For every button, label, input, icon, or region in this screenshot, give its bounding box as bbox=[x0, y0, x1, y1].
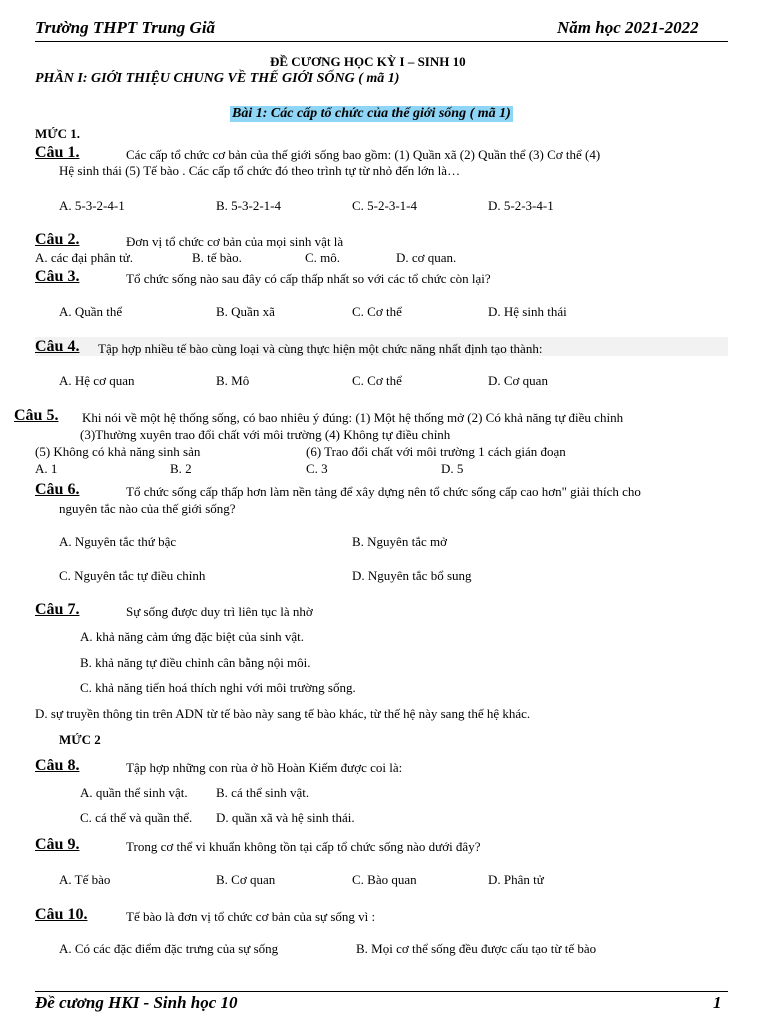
footer-title: Đề cương HKI - Sinh học 10 bbox=[35, 993, 238, 1012]
q5-option-d: D. 5 bbox=[441, 461, 464, 476]
q8-label: Câu 8. bbox=[35, 757, 80, 774]
q7-text: Sự sống được duy trì liên tục là nhờ bbox=[126, 604, 313, 619]
level-1-heading: MỨC 1. bbox=[35, 126, 81, 141]
q3-label: Câu 3. bbox=[35, 268, 80, 285]
q5-text-line1: Khi nói về một hệ thống sống, có bao nhiêu ý đúng: (1) Một hệ thống mở (2) Có khả năng tự điều chỉnh bbox=[82, 410, 624, 425]
school-year: Năm học 2021-2022 bbox=[557, 18, 699, 37]
q8-option-b: B. cá thể sinh vật. bbox=[216, 785, 310, 800]
q6-option-a: A. Nguyên tắc thứ bậc bbox=[59, 534, 177, 549]
q10-option-a: A. Có các đặc điểm đặc trưng của sự sống bbox=[59, 941, 279, 956]
q1-option-b: B. 5-3-2-1-4 bbox=[216, 198, 281, 213]
footer-rule bbox=[35, 991, 728, 992]
q5-statement-5: (5) Không có khả năng sinh sản bbox=[35, 444, 201, 459]
q8-option-a: A. quần thể sinh vật. bbox=[80, 785, 188, 800]
q9-option-a: A. Tế bào bbox=[59, 872, 111, 887]
lesson-heading: Bài 1: Các cấp tổ chức của thế giới sống ( mã 1) bbox=[232, 106, 511, 121]
q2-label: Câu 2. bbox=[35, 231, 80, 248]
q9-option-b: B. Cơ quan bbox=[216, 872, 276, 887]
q5-text-line2: (3)Thường xuyên trao đổi chất với môi trường (4) Không tự điều chỉnh bbox=[80, 427, 451, 442]
q7-option-b: B. khả năng tự điều chỉnh cân bằng nội môi. bbox=[80, 655, 311, 670]
q6-option-d: D. Nguyên tắc bổ sung bbox=[352, 568, 472, 583]
level-2-heading: MỨC 2 bbox=[59, 732, 101, 747]
q2-option-b: B. tế bào. bbox=[192, 250, 242, 265]
q4-option-a: A. Hệ cơ quan bbox=[59, 373, 135, 388]
q5-option-a: A. 1 bbox=[35, 461, 58, 476]
q3-option-c: C. Cơ thể bbox=[352, 304, 402, 319]
q6-option-c: C. Nguyên tắc tự điều chỉnh bbox=[59, 568, 206, 583]
q9-option-c: C. Bào quan bbox=[352, 872, 417, 887]
q6-text-line1: Tổ chức sống cấp thấp hơn làm nền tảng để xây dựng nên tổ chức sống cấp cao hơn" giải thích cho bbox=[126, 484, 641, 499]
q7-option-c: C. khả năng tiến hoá thích nghi với môi trường sống. bbox=[80, 680, 356, 695]
header-rule bbox=[35, 41, 728, 42]
q3-option-d: D. Hệ sinh thái bbox=[488, 304, 567, 319]
q2-option-d: D. cơ quan. bbox=[396, 250, 457, 265]
document-title: ĐỀ CƯƠNG HỌC KỲ I – SINH 10 bbox=[270, 54, 466, 69]
q7-option-d: D. sự truyền thông tin trên ADN từ tế bào này sang tế bào khác, từ thế hệ này sang thế hệ khác. bbox=[35, 706, 531, 721]
q4-option-c: C. Cơ thể bbox=[352, 373, 402, 388]
q2-text: Đơn vị tổ chức cơ bản của mọi sinh vật là bbox=[126, 234, 344, 249]
q7-label: Câu 7. bbox=[35, 601, 80, 618]
q9-text: Trong cơ thể vi khuẩn không tồn tại cấp tổ chức sống nào dưới đây? bbox=[126, 839, 481, 854]
page-number: 1 bbox=[713, 993, 722, 1012]
q3-option-a: A. Quần thể bbox=[59, 304, 123, 319]
q1-option-d: D. 5-2-3-4-1 bbox=[488, 198, 554, 213]
q1-label: Câu 1. bbox=[35, 144, 80, 161]
q5-option-c: C. 3 bbox=[306, 461, 328, 476]
q9-option-d: D. Phân tử bbox=[488, 872, 544, 887]
q3-option-b: B. Quần xã bbox=[216, 304, 275, 319]
q5-label: Câu 5. bbox=[14, 407, 59, 424]
q8-option-d: D. quần xã và hệ sinh thái. bbox=[216, 810, 355, 825]
q2-option-a: A. các đại phân tử. bbox=[35, 250, 134, 265]
q1-text-line2: Hệ sinh thái (5) Tế bào . Các cấp tổ chức đó theo trình tự từ nhỏ đến lớn là… bbox=[59, 163, 461, 178]
q6-label: Câu 6. bbox=[35, 481, 80, 498]
q1-option-a: A. 5-3-2-4-1 bbox=[59, 198, 125, 213]
q10-label: Câu 10. bbox=[35, 906, 88, 923]
q4-text: Tập hợp nhiều tế bào cùng loại và cùng thực hiện một chức năng nhất định tạo thành: bbox=[98, 341, 543, 356]
q9-label: Câu 9. bbox=[35, 836, 80, 853]
part-heading: PHẦN I: GIỚI THIỆU CHUNG VỀ THẾ GIỚI SỐNG ( mã 1) bbox=[35, 71, 400, 86]
q8-text: Tập hợp những con rùa ở hồ Hoàn Kiếm được coi là: bbox=[126, 760, 403, 775]
q6-option-b: B. Nguyên tắc mở bbox=[352, 534, 447, 549]
q5-option-b: B. 2 bbox=[170, 461, 192, 476]
q7-option-a: A. khả năng cảm ứng đặc biệt của sinh vật. bbox=[80, 629, 305, 644]
q10-option-b: B. Mọi cơ thể sống đều được cấu tạo từ tế bào bbox=[356, 941, 597, 956]
q8-option-c: C. cá thể và quần thể. bbox=[80, 810, 193, 825]
q1-text-line1: Các cấp tổ chức cơ bản của thế giới sống bao gồm: (1) Quần xã (2) Quần thể (3) Cơ thể (4) bbox=[126, 147, 601, 162]
q1-option-c: C. 5-2-3-1-4 bbox=[352, 198, 417, 213]
q10-text: Tế bào là đơn vị tổ chức cơ bản của sự sống vì : bbox=[126, 909, 376, 924]
q5-statement-6: (6) Trao đổi chất với môi trường 1 cách gián đoạn bbox=[306, 444, 566, 459]
school-name: Trường THPT Trung Giã bbox=[35, 18, 216, 37]
q3-text: Tổ chức sống nào sau đây có cấp thấp nhất so với các tổ chức còn lại? bbox=[126, 271, 491, 286]
q2-option-c: C. mô. bbox=[305, 250, 341, 265]
q4-option-d: D. Cơ quan bbox=[488, 373, 548, 388]
q6-text-line2: nguyên tắc nào của thế giới sống? bbox=[59, 501, 236, 516]
q4-label: Câu 4. bbox=[35, 338, 80, 355]
q4-option-b: B. Mô bbox=[216, 373, 250, 388]
